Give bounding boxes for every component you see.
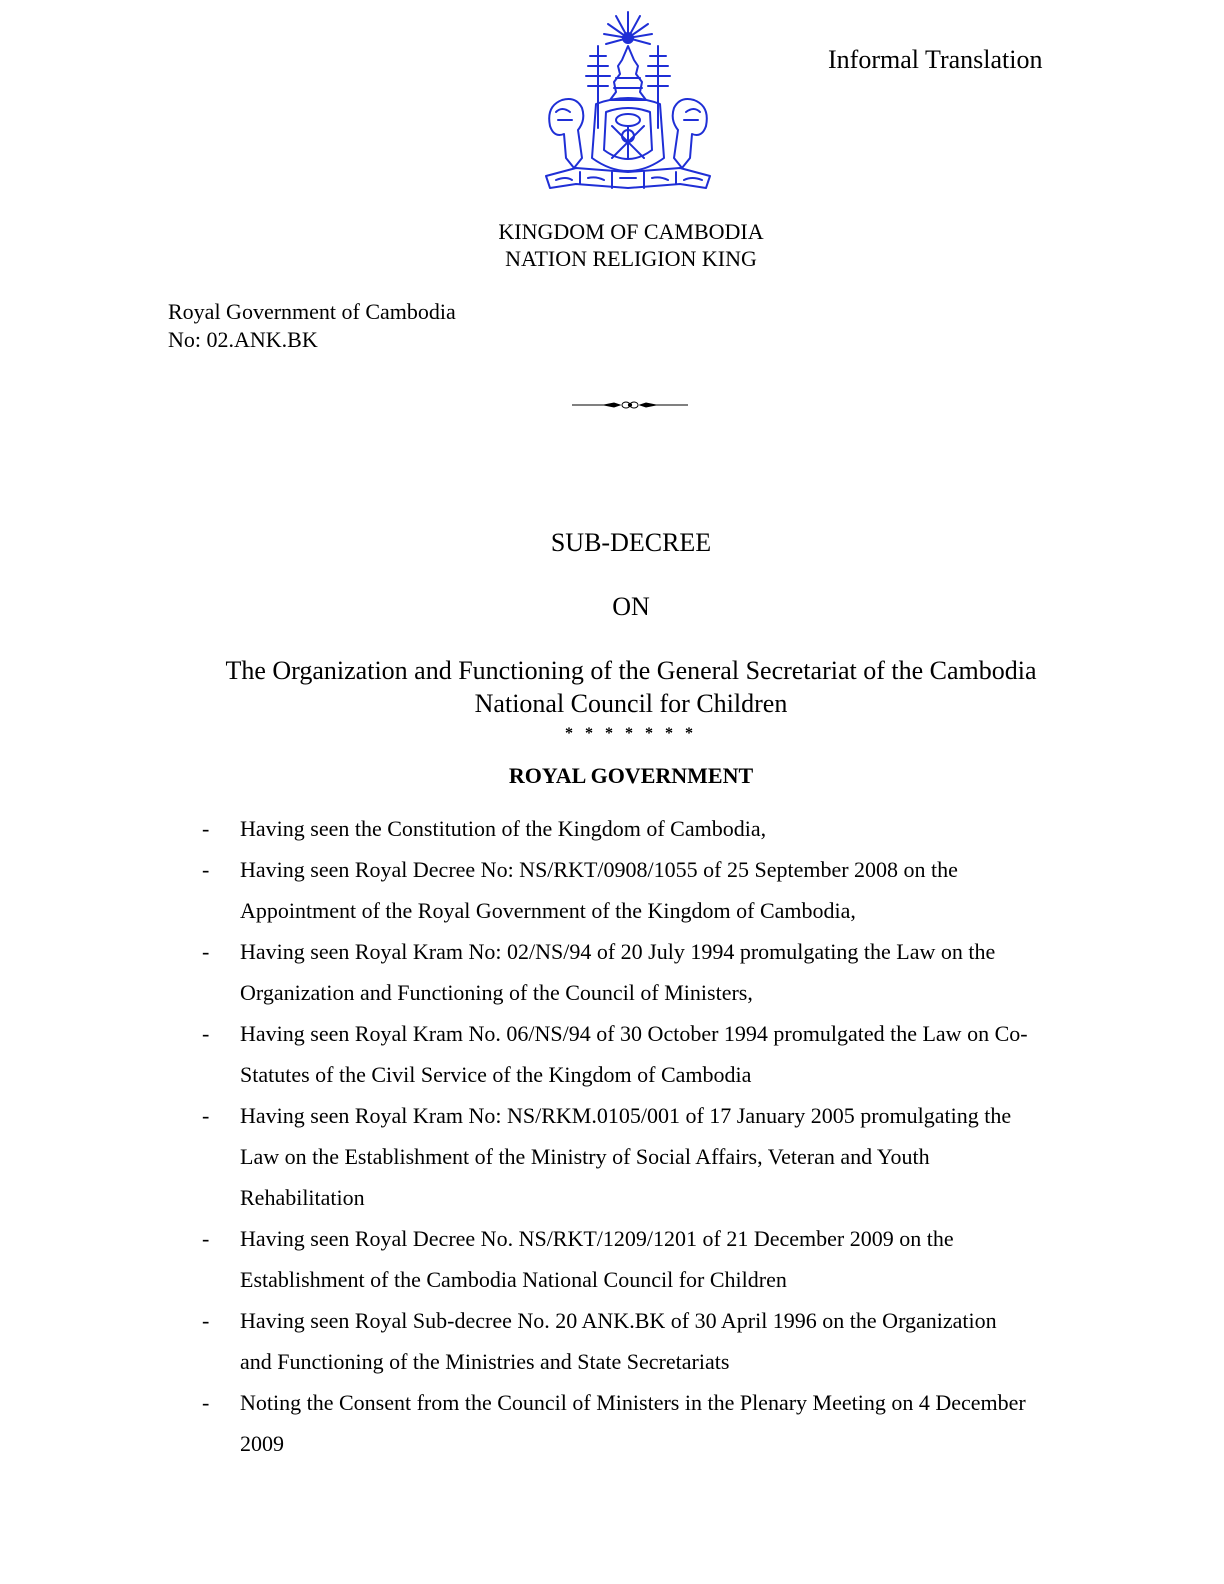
royal-coat-of-arms-icon: [536, 8, 720, 204]
national-motto: NATION RELIGION KING: [505, 246, 757, 271]
preamble-text-line: Having seen Royal Decree No. NS/RKT/1209/1201 of 21 December 2009 on the: [240, 1226, 954, 1251]
decree-subject-line: National Council for Children: [474, 689, 788, 718]
section-heading: ROYAL GOVERNMENT: [508, 763, 754, 788]
preamble-item: [198, 849, 1098, 931]
preamble-text-line: Establishment of the Cambodia National Council for Children: [240, 1267, 787, 1292]
preamble-item: [198, 1382, 1098, 1464]
decree-number: No: 02.ANK.BK: [168, 327, 318, 352]
bullet-dash: -: [202, 816, 210, 841]
kingdom-name: KINGDOM OF CAMBODIA: [498, 219, 764, 244]
bullet-dash: -: [202, 1103, 210, 1128]
preamble-text-line: Statutes of the Civil Service of the Kingdom of Cambodia: [240, 1062, 752, 1087]
preamble-text-line: Law on the Establishment of the Ministry of Social Affairs, Veteran and Youth: [240, 1144, 930, 1169]
title-connector: ON: [612, 592, 650, 621]
preamble-text-line: Appointment of the Royal Government of the Kingdom of Cambodia,: [240, 898, 856, 923]
ornamental-divider-icon: [570, 398, 690, 412]
preamble-item: [198, 1300, 1098, 1382]
decree-subject-line: The Organization and Functioning of the General Secretariat of the Cambodia: [225, 656, 1037, 685]
preamble-text-line: Having seen Royal Kram No: 02/NS/94 of 20 July 1994 promulgating the Law on the: [240, 939, 996, 964]
issuer-block: [168, 298, 456, 354]
bullet-dash: -: [202, 857, 210, 882]
document-type-title: SUB-DECREE: [550, 528, 712, 557]
kingdom-heading: [0, 218, 1224, 272]
preamble-text-line: and Functioning of the Ministries and State Secretariats: [240, 1349, 730, 1374]
preamble-text-line: Noting the Consent from the Council of Ministers in the Plenary Meeting on 4 December: [240, 1390, 1026, 1415]
bullet-dash: -: [202, 1226, 210, 1251]
bullet-dash: -: [202, 1308, 210, 1333]
decree-subject: [168, 654, 1094, 720]
preamble-text-line: Having seen Royal Sub-decree No. 20 ANK.BK of 30 April 1996 on the Organization: [240, 1308, 997, 1333]
preamble-list: [198, 808, 1098, 1464]
star-separator: * * * * * * *: [565, 725, 697, 742]
preamble-text-line: Having seen the Constitution of the Kingdom of Cambodia,: [240, 816, 767, 841]
preamble-text-line: Organization and Functioning of the Council of Ministers,: [240, 980, 753, 1005]
preamble-text-line: Having seen Royal Decree No: NS/RKT/0908/1055 of 25 September 2008 on the: [240, 857, 958, 882]
preamble-item: [198, 931, 1098, 1013]
bullet-dash: -: [202, 1390, 210, 1415]
issuer-name: Royal Government of Cambodia: [168, 299, 456, 324]
preamble-item: [198, 1095, 1098, 1218]
bullet-dash: -: [202, 1021, 210, 1046]
preamble-text-line: Having seen Royal Kram No: NS/RKM.0105/001 of 17 January 2005 promulgating the: [240, 1103, 1012, 1128]
preamble-item: [198, 1013, 1098, 1095]
preamble-text-line: Having seen Royal Kram No. 06/NS/94 of 30 October 1994 promulgated the Law on Co-: [240, 1021, 1028, 1046]
preamble-text-line: 2009: [240, 1431, 284, 1456]
bullet-dash: -: [202, 939, 210, 964]
preamble-text-line: Rehabilitation: [240, 1185, 365, 1210]
preamble-item: [198, 1218, 1098, 1300]
preamble-item: [198, 808, 1098, 849]
informal-translation-label: Informal Translation: [828, 45, 1043, 74]
